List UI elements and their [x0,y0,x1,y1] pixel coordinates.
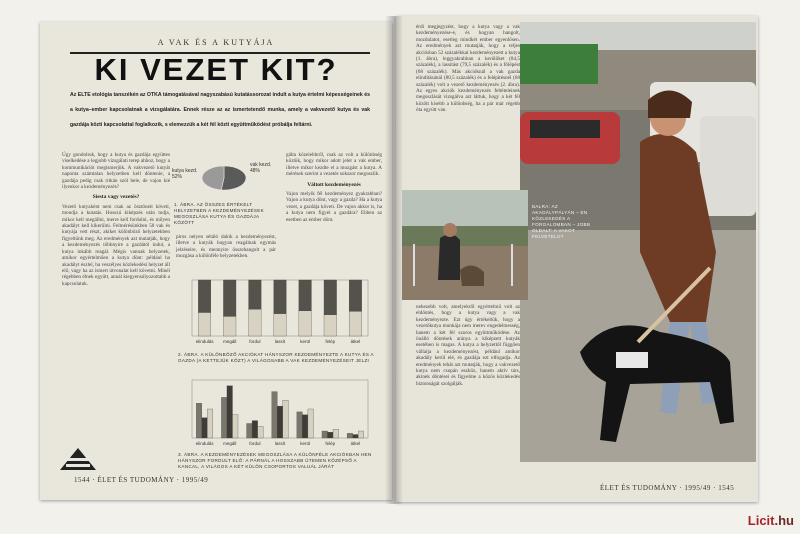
chart-3-tick-label: felép [325,441,336,446]
section-kicker: A VAK ÉS A KUTYÁJA [157,38,275,47]
chart-2-bar-fordul-1 [249,280,262,309]
chart-3-bar-elindulás-0 [196,403,202,438]
bar-chart-2 [176,276,376,356]
inset-photo-obstacle-course [402,190,528,300]
right-text-bottom: nehezebb volt, amelyekről egyértelmű volt az eldöntés, hogy a kutya vagy a vak kezdeményezte. Ezt úgy értékeltük, hogy a vezetőkutya munkája nem merev engedelmesség, hanem a két fél szoros együttműködése. Az önálló döntések aránya a kiképzett kutyák esetében is magas. A kutya a helyzettől függően vállalja a kezdeményezést, például amikor akadály kerül elé, és gazdája ezt elfogadja. Az eredmények tehát azt mutatják, hogy a vakvezető kutya nem csupán eszköz, hanem aktív társ, akinek döntései és figyelme a közös közlekedés biztonságát szolgálják. [416,304,520,387]
figure-2-caption: 2. ÁBRA. A KÜLÖNBÖZŐ AKCIÓKAT HÁNYSZOR KEZDEMÉNYEZTE A KUTYA ÉS A GAZDA (A KETTEJÜK KÖZT) A VILÁGOSABB A VAK KEZDEMÉNYEZÉSEIT JELZI [178,352,374,363]
chart-2-tick-label: átkel [350,339,361,344]
article-lead: Az ELTE etológia tanszékén az OTKA támogatásával nagyszabású kutatássorozat indult a kutya értelmi képességeinek és a kutya–ember kapcsolatnak a vizsgálatára. Ennek része az az ismertetendő munka, amely a vakvezető kutya és vak gazdája közti kapcsolattal foglalkozik, s elemezzük a két fél közti együttműködést próbálja feltárni. [70,92,370,128]
chart-3-bar-átkel-1 [353,435,359,438]
chart-3-bar-kerül-1 [302,415,308,438]
house-icon [58,442,98,472]
chart-2-bar-kerül-1 [299,280,312,311]
chart-2-bar-fordul-0 [249,309,262,336]
folio-left: 1544 · ÉLET ÉS TUDOMÁNY · 1995/49 [74,476,209,484]
chart-3-bar-lassít-0 [272,392,278,438]
column-1-paragraph-a: Úgy gondoltuk, hogy a kutya és gazdája együttes viselkedése a legjobb vizsgálati terep ahhoz, hogy a kommunikációt megismerjük. A vakvezető kutyát naponta számtalan helyzetben kell döntenie, a gazdája pedig csak ritkán szól bele, de vajon kié ilyenkor a kezdeményezés? [62,152,170,191]
chart-2-bar-elindulás-0 [198,312,211,336]
right-text-top: érdi megjegyzést, hogy a kutya vagy a vak kezdeményezése-e, és hogyan hangolt, mozdulatot, esetleg mindkét ember egyenlősen. Az eredmények azt mutatják, hogy a teljes akciósban 52 százalékkal kezdeményezett a kutya (1. ábra), leggyakrabban a kerülőket (84,5 százalék), a lassítást (79,5 százalék) és a fölépést (68 százalék). Más akcióknál a vak gazda elindításánál (80,5 százalék) és a felépítésnél (68 százalék) volt a vezető kezdeményezés (2. ábra). Az egyes akciók kezdeményezés feltételeinek megoszlását vizsgálva azt láttuk, hogy a két fél között kisebb a különbség, ha a pár már régebb óta együtt van. [416,24,520,114]
chart-3-tick-label: kerül [300,441,311,446]
spine-shadow [385,16,403,504]
figure-3-caption: 3. ÁBRA. A KEZDEMÉNYEZÉSEK MEGOSZLÁSA A KÜLÖNFÉLE AKCIÓKBAN HEN HÁNYSZOR FORDULT ELŐ: A PÁRNÁL A HOSSZABB ÜTEMEN KÖZÉPSŐ A KANCAL, A VILÁGOS A KÉT KÜLÖN CSOPORTOS VALUÁL JÁRÁT [178,452,372,469]
chart-3-tick-label: fordul [249,441,261,446]
column-1-heading: Siesta vagy vezetés? [92,194,140,201]
chart-2-bar-kerül-0 [299,311,312,336]
column-2-paragraph-a: gálta közelebbről, csak az volt a különbség köztük, hogy mikor adott jelet a vak ember, illetve mikor kezdte el a mozgást a kutya. A mérések szerint a vezetés sokszor megoszlik. [286,152,382,178]
chart-2-tick-label: fordul [249,339,261,344]
text-column-2-lower: piros nelyen sétáló dakik a kezdeményezést, illetve a kutyák hogyan reagálnak egymás jelzéseire, és mennyire összehangolt a pár mozgása a különféle helyzetekben. [176,234,276,260]
chart-3-bar-felép-2 [333,429,339,438]
chart-3-tick-label: elindulás [195,441,214,446]
chart-3-bar-kerül-0 [297,412,303,438]
chart-3-bar-elindulás-2 [207,409,213,438]
chart-2-bar-lassít-1 [274,280,287,314]
chart-3-bar-megáll-2 [232,415,238,438]
chart-2-bar-felép-1 [324,280,337,315]
chart-2-tick-label: felép [325,339,336,344]
pie-slice-kutya [221,166,246,190]
chart-3-tick-label: lassít [274,441,286,446]
figure-1-caption: 1. ÁBRA. AZ ÖSSZES ÉRTÉKELT HELYZETBEN A KEZDEMÉNYEZÉSEK MEGOSZLÁSA KUTYA ÉS GAZDÁJA KÖZÖTT [174,202,265,225]
chart-2-bar-átkel-0 [349,311,362,336]
chart-2-tick-label: kerül [300,339,311,344]
site-watermark: Licit.hu [747,513,794,528]
chart-3-bar-átkel-2 [358,431,364,438]
pie-label-left: kutya kezd. 52% [172,168,198,180]
chart-2-bar-elindulás-1 [198,280,211,312]
chart-3-bar-fordul-1 [252,421,258,438]
chart-2-bar-megáll-1 [223,280,236,316]
chart-2-bar-megáll-0 [223,316,236,336]
main-photo-blind-woman-with-guide-dog [520,22,756,462]
column-2-heading: Váltott kezdeményezés [307,181,361,188]
column-2-paragraph-b: Vajon melyik fél kezdeményez gyakrabban? Vajon a kutya dönt, vagy a gazda? Ha a kutya vezet, a gazdája követi. De vajon akkor is, ha a kutya nem figyel a gazdára? Ebben az esetben az ember dönt. [286,191,382,223]
folio-right: ÉLET ÉS TUDOMÁNY · 1995/49 · 1545 [600,484,735,492]
chart-2-tick-label: elindulás [195,339,214,344]
chart-3-tick-label: átkel [350,441,361,446]
text-column-1 [62,152,170,287]
pie-slice-vak [202,166,224,190]
bar-chart-3 [176,376,376,454]
chart-3-bar-lassít-1 [277,406,283,438]
chart-2-tick-label: megáll [223,339,237,344]
article-title: KI VEZET KIT? [94,52,338,87]
chart-3-bar-megáll-0 [221,397,227,438]
chart-3-bar-átkel-0 [347,433,353,438]
chart-3-tick-label: megáll [223,441,237,446]
chart-2-bar-lassít-0 [274,314,287,336]
chart-3-bar-elindulás-1 [202,418,208,438]
chart-3-bar-megáll-1 [227,386,233,438]
chart-3-bar-fordul-0 [247,424,253,439]
text-column-2 [286,152,382,223]
column-1-paragraph-b: Vezető kutyaként nem csak az ösztöneit követi, mondja a kutatás. Hosszú kiképzés után tudja, mikor kell megállni, merre kell fordulni, és milyen akadályt kell kikerülni. Felmérésünkben 50 vak és kutyája vett részt, akiket különböző helyzetekben figyeltünk meg. Az eredmények azt mutatják, hogy a kezdeményezés többnyire a gazdától indul, a kutya inkább reagál. Mégis vannak helyzetek, amikor egyértelműen a kutya dönt: például ha akadályt észlel, ha veszélyes közlekedési helyzet áll elő, vagy ha az ismert útvonalat kell követni. Minél régebben élnek együtt, annál kiegyensúlyozottabb a kapcsolatuk. [62,203,170,287]
chart-3-bar-kerül-2 [308,409,314,438]
pie-label-right: vak kezd. 48% [250,162,272,174]
chart-2-tick-label: lassít [274,339,286,344]
chart-3-bar-lassít-2 [283,400,289,438]
chart-3-bar-felép-0 [322,431,328,438]
photo-caption: BALRA: AZ AKADÁLYPÁLYÁN – EN KÖZLEKEDÉS A FORGALOMBAN – JOBB OLDALT: A VAKOT FELVETELOT [532,204,591,239]
chart-3-bar-felép-1 [328,432,334,438]
chart-2-bar-felép-0 [324,315,337,336]
pie-chart-box [172,158,276,198]
chart-2-bar-átkel-1 [349,280,362,311]
chart-3-bar-fordul-2 [258,426,264,438]
